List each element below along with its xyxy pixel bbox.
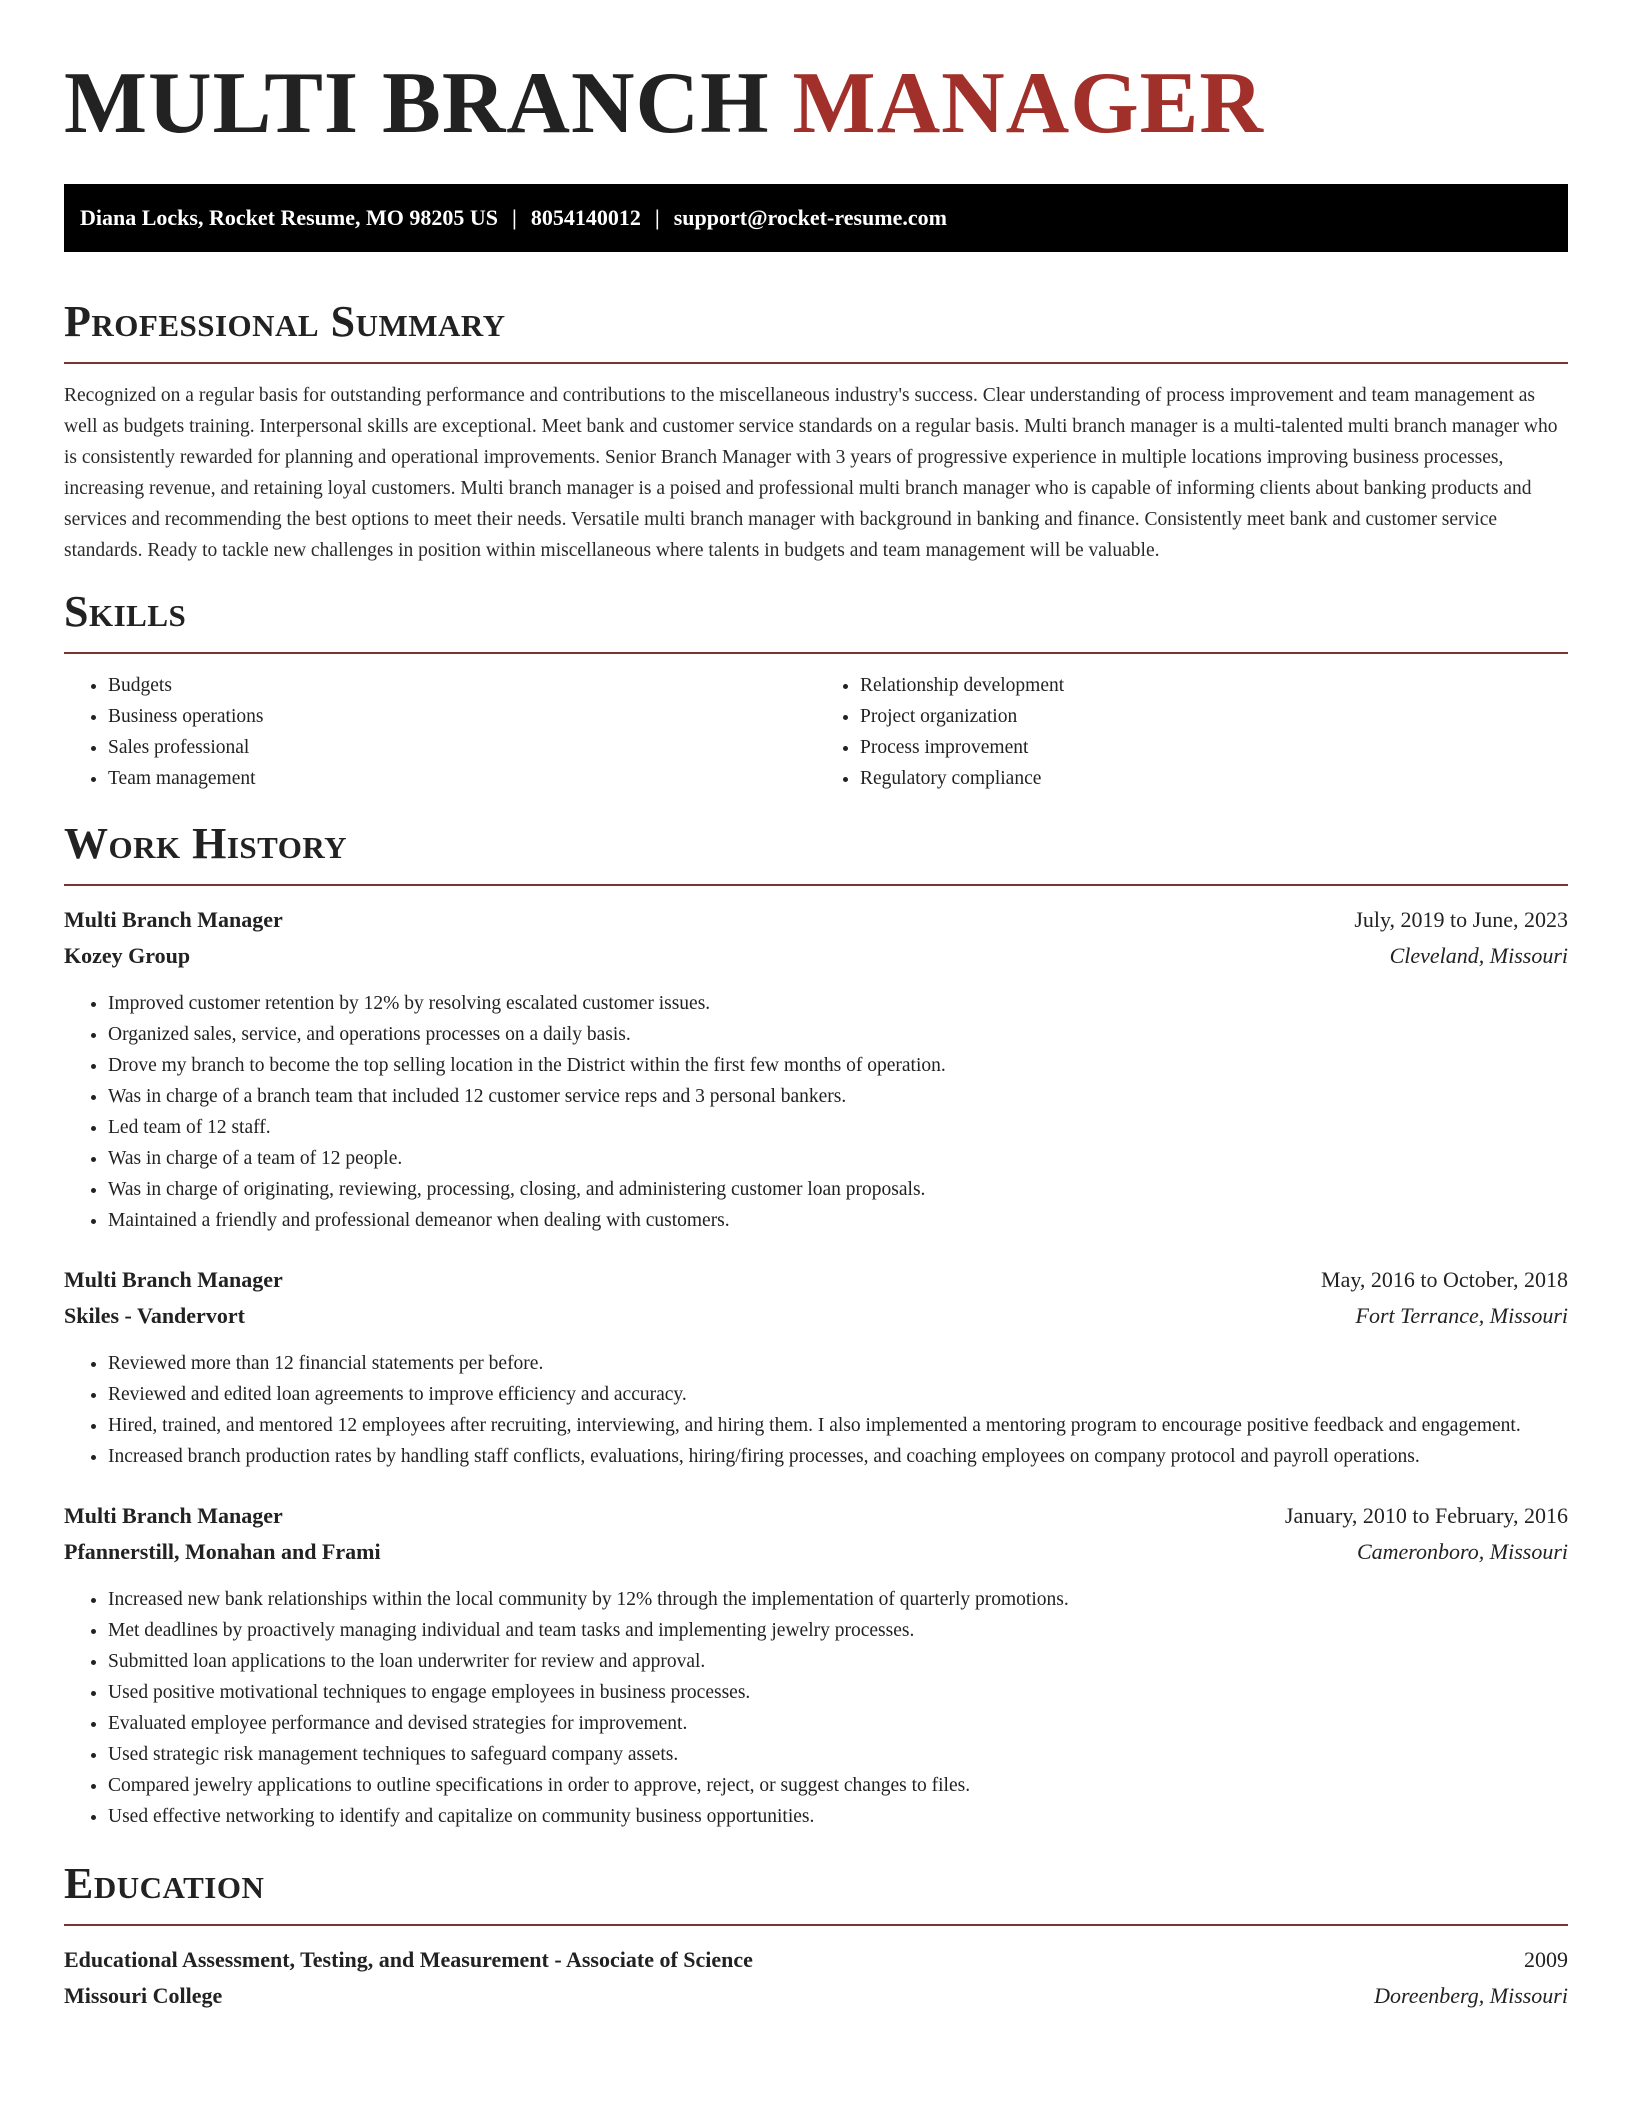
section-divider (64, 362, 1568, 364)
job-bullets (64, 988, 1568, 1236)
job-entry (64, 902, 1568, 1236)
resume-title (64, 55, 1568, 152)
section-divider (64, 652, 1568, 654)
education-entry (64, 1942, 1568, 2014)
job-bullet: • Met deadlines by proactively managing individual and team tasks and implementing jewelry processes. (108, 1615, 1568, 1646)
skill-item: • Regulatory compliance (860, 763, 1568, 794)
contact-phone: 8054140012 (530, 205, 641, 230)
job-bullet: • Reviewed and edited loan agreements to improve efficiency and accuracy. (108, 1379, 1568, 1410)
job-title: Multi Branch Manager (64, 1267, 283, 1292)
education-school: Missouri College (64, 1983, 223, 2008)
job-bullets (64, 1584, 1568, 1832)
job-bullet: • Used effective networking to identify and capitalize on community business opportunities. (108, 1801, 1568, 1832)
skill-item: • Project organization (860, 701, 1568, 732)
education-location: Doreenberg, Missouri (1374, 1983, 1568, 2008)
skills-list (64, 670, 1568, 794)
section-divider (64, 884, 1568, 886)
job-bullet: • Used strategic risk management techniques to safeguard company assets. (108, 1739, 1568, 1770)
education-section (64, 1858, 1568, 2014)
job-location: Fort Terrance, Missouri (1355, 1303, 1568, 1328)
title-accent: MANAGER (792, 55, 1264, 152)
job-bullet: • Drove my branch to become the top selling location in the District within the first few months of operation. (108, 1050, 1568, 1081)
job-bullet: • Organized sales, service, and operations processes on a daily basis. (108, 1019, 1568, 1050)
contact-separator: | (512, 205, 517, 230)
job-bullet: • Compared jewelry applications to outline specifications in order to approve, reject, or suggest changes to files. (108, 1770, 1568, 1801)
job-bullet: • Submitted loan applications to the loan underwriter for review and approval. (108, 1646, 1568, 1677)
job-bullet: • Hired, trained, and mentored 12 employees after recruiting, interviewing, and hiring them. I also implemented a mentoring program to encourage positive feedback and engagement. (108, 1410, 1568, 1441)
job-company: Kozey Group (64, 943, 191, 968)
skills-heading: Skills (64, 587, 187, 636)
job-bullet: • Reviewed more than 12 financial statements per before. (108, 1348, 1568, 1379)
resume-page (64, 0, 1568, 2014)
skill-item: • Business operations (108, 701, 816, 732)
education-degree: Educational Assessment, Testing, and Measurement - Associate of Science (64, 1947, 753, 1972)
job-bullet: • Maintained a friendly and professional demeanor when dealing with customers. (108, 1205, 1568, 1236)
contact-separator: | (654, 205, 660, 230)
job-entry (64, 1262, 1568, 1472)
job-entry (64, 1498, 1568, 1832)
skill-item: • Sales professional (108, 732, 816, 763)
job-bullet: • Evaluated employee performance and devised strategies for improvement. (108, 1708, 1568, 1739)
summary-text: Recognized on a regular basis for outstanding performance and contributions to the miscellaneous industry's success. Clear understanding of process improvement and team management as well as budgets training. Interpersonal skills are exceptional. Meet bank and customer service standards on a regular basis. Multi branch manager is a multi-talented multi branch manager who is consistently rewarded for planning and operational improvements. Senior Branch Manager with 3 years of progressive experience in multiple locations improving business processes, increasing revenue, and retaining loyal customers. Multi branch manager is a poised and professional multi branch manager who is capable of informing clients about banking products and services and recommending the best options to meet their needs. Versatile multi branch manager with background in banking and finance. Consistently meet bank and customer service standards. Ready to tackle new challenges in position within miscellaneous where talents in budgets and team management will be valuable. (64, 385, 1558, 561)
job-title: Multi Branch Manager (64, 907, 283, 932)
job-company: Pfannerstill, Monahan and Frami (64, 1539, 381, 1564)
contact-address: Diana Locks, Rocket Resume, MO 98205 US (80, 205, 498, 230)
skills-column-right (816, 670, 1568, 794)
job-title: Multi Branch Manager (64, 1503, 283, 1528)
education-year: 2009 (1524, 1947, 1568, 1972)
summary-section (64, 296, 1568, 566)
skill-item: • Relationship development (860, 670, 1568, 701)
job-bullet: • Was in charge of a team of 12 people. (108, 1143, 1568, 1174)
job-bullet: • Led team of 12 staff. (108, 1112, 1568, 1143)
skill-item: • Team management (108, 763, 816, 794)
job-bullets (64, 1348, 1568, 1472)
job-location: Cleveland, Missouri (1389, 943, 1568, 968)
job-dates: July, 2019 to June, 2023 (1354, 907, 1568, 932)
work-section (64, 818, 1568, 1832)
contact-bar (64, 184, 1568, 252)
skills-section (64, 586, 1568, 794)
job-dates: January, 2010 to February, 2016 (1284, 1503, 1568, 1528)
job-bullet: • Used positive motivational techniques to engage employees in business processes. (108, 1677, 1568, 1708)
work-heading: Work History (64, 819, 348, 868)
job-bullet: • Was in charge of a branch team that included 12 customer service reps and 3 personal bankers. (108, 1081, 1568, 1112)
contact-email: support@rocket-resume.com (673, 205, 947, 230)
job-bullet: • Increased new bank relationships within the local community by 12% through the implementation of quarterly promotions. (108, 1584, 1568, 1615)
job-company: Skiles - Vandervort (64, 1303, 245, 1328)
title-main: MULTI BRANCH (64, 55, 770, 152)
job-bullet: • Improved customer retention by 12% by resolving escalated customer issues. (108, 988, 1568, 1019)
summary-heading: Professional Summary (64, 297, 506, 346)
skill-item: • Process improvement (860, 732, 1568, 763)
job-dates: May, 2016 to October, 2018 (1321, 1267, 1568, 1292)
section-divider (64, 1924, 1568, 1926)
job-bullet: • Increased branch production rates by handling staff conflicts, evaluations, hiring/firing processes, and coaching employees on company protocol and payroll operations. (108, 1441, 1568, 1472)
job-location: Cameronboro, Missouri (1356, 1539, 1568, 1564)
education-heading: Education (64, 1859, 265, 1908)
skills-column-left (64, 670, 816, 794)
skill-item: • Budgets (108, 670, 816, 701)
job-bullet: • Was in charge of originating, reviewing, processing, closing, and administering customer loan proposals. (108, 1174, 1568, 1205)
